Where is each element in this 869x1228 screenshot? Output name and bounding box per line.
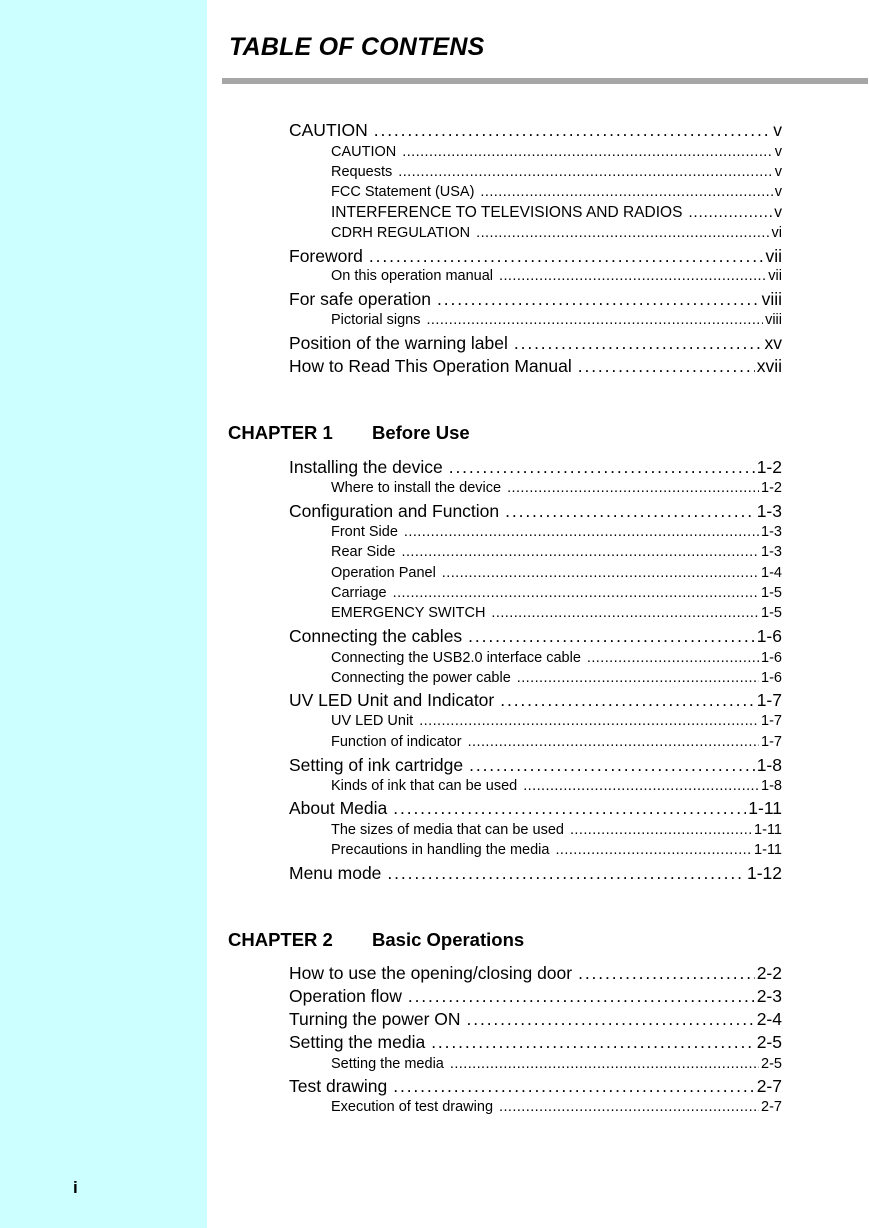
toc-entry-page: v xyxy=(774,144,782,160)
toc-leader xyxy=(499,1099,759,1115)
toc-entry-page: v xyxy=(774,184,782,200)
toc-entry-label: Connecting the power cable xyxy=(331,670,511,686)
toc-subentry[interactable] xyxy=(331,225,782,243)
toc-entry-page: 1-7 xyxy=(761,734,782,750)
toc-entry-label: Configuration and Function xyxy=(289,501,500,521)
toc-subentry[interactable] xyxy=(331,778,782,796)
toc-entry-label: Precautions in handling the media xyxy=(331,842,550,858)
page-number: i xyxy=(73,1178,78,1197)
toc-leader xyxy=(514,333,763,354)
toc-entry-label: Setting the media xyxy=(289,1032,426,1052)
toc-entry[interactable] xyxy=(289,246,782,267)
toc-leader xyxy=(449,457,755,478)
chapter-number: CHAPTER 2 xyxy=(228,929,333,950)
toc-entry[interactable] xyxy=(289,1009,782,1030)
toc-entry-page: 1-4 xyxy=(761,565,782,581)
toc-entry-page: 1-11 xyxy=(754,822,782,838)
chapter-heading xyxy=(228,422,470,444)
toc-entry[interactable] xyxy=(289,798,782,819)
toc-entry[interactable] xyxy=(289,457,782,478)
toc-entry-label: Pictorial signs xyxy=(331,312,421,328)
toc-subentry[interactable] xyxy=(331,650,782,668)
toc-entry-page: vii xyxy=(768,268,782,284)
toc-entry-label: Setting the media xyxy=(331,1056,444,1072)
toc-subentry[interactable] xyxy=(331,312,782,330)
toc-entry-label: CAUTION xyxy=(331,144,397,160)
toc-entry-label: Front Side xyxy=(331,524,398,540)
toc-entry-label: Requests xyxy=(331,164,393,180)
toc-entry-page: 1-3 xyxy=(761,544,782,560)
toc-leader xyxy=(401,544,759,560)
toc-entry-page: 1-3 xyxy=(761,524,782,540)
toc-subentry[interactable] xyxy=(331,565,782,583)
toc-entry-page: xv xyxy=(764,333,782,353)
toc-leader xyxy=(570,822,752,838)
toc-entry[interactable] xyxy=(289,963,782,984)
toc-entry-label: About Media xyxy=(289,798,388,818)
toc-entry-label: INTERFERENCE TO TELEVISIONS AND RADIOS xyxy=(331,204,683,221)
toc-entry-label: EMERGENCY SWITCH xyxy=(331,605,486,621)
toc-entry-label: Kinds of ink that can be used xyxy=(331,778,518,794)
toc-entry-page: 1-3 xyxy=(756,501,782,521)
toc-entry-label: Operation flow xyxy=(289,986,402,1006)
toc-entry-page: v xyxy=(774,204,782,221)
toc-subentry[interactable] xyxy=(331,1056,782,1074)
toc-entry-label: UV LED Unit and Indicator xyxy=(289,690,495,710)
toc-entry-label: How to Read This Operation Manual xyxy=(289,356,572,376)
toc-leader xyxy=(419,713,759,729)
toc-entry-page: 2-3 xyxy=(756,986,782,1006)
toc-entry-page: viii xyxy=(761,289,782,309)
toc-subentry[interactable] xyxy=(331,544,782,562)
toc-entry[interactable] xyxy=(289,1032,782,1053)
toc-leader xyxy=(431,1032,755,1053)
toc-entry[interactable] xyxy=(289,690,782,711)
chapter-heading xyxy=(228,929,524,951)
toc-entry-label: Carriage xyxy=(331,585,387,601)
toc-entry-page: 1-6 xyxy=(761,650,782,666)
toc-entry-label: Operation Panel xyxy=(331,565,436,581)
toc-leader xyxy=(507,480,759,496)
toc-entry[interactable] xyxy=(289,356,782,377)
toc-subentry[interactable] xyxy=(331,184,782,202)
toc-entry-page: 2-7 xyxy=(761,1099,782,1115)
toc-entry[interactable] xyxy=(289,863,782,884)
toc-leader xyxy=(374,120,772,141)
toc-leader xyxy=(467,1009,755,1030)
toc-subentry[interactable] xyxy=(331,480,782,498)
toc-entry[interactable] xyxy=(289,333,782,354)
toc-entry-label: Setting of ink cartridge xyxy=(289,755,464,775)
chapter-title: Basic Operations xyxy=(372,929,525,950)
toc-entry-page: xvii xyxy=(756,356,782,376)
toc-leader xyxy=(408,986,755,1007)
toc-entry-page: vii xyxy=(765,246,782,266)
toc-entry-page: 2-7 xyxy=(756,1076,782,1096)
toc-leader xyxy=(426,312,763,328)
toc-entry-label: Rear Side xyxy=(331,544,396,560)
toc-subentry[interactable] xyxy=(331,144,782,162)
toc-leader xyxy=(555,842,752,858)
toc-entry-label: The sizes of media that can be used xyxy=(331,822,564,838)
toc-entry[interactable] xyxy=(289,501,782,522)
toc-leader xyxy=(437,289,760,310)
toc-leader xyxy=(450,1056,759,1072)
toc-entry-label: Where to install the device xyxy=(331,480,502,496)
toc-entry-page: 1-8 xyxy=(761,778,782,794)
toc-entry[interactable] xyxy=(289,289,782,310)
toc-entry-page: 1-5 xyxy=(761,585,782,601)
chapter-number: CHAPTER 1 xyxy=(228,422,333,443)
title-divider xyxy=(222,78,868,84)
toc-entry-label: CAUTION xyxy=(289,120,368,140)
toc-entry[interactable] xyxy=(289,120,782,141)
toc-leader xyxy=(442,565,759,581)
toc-entry-page: 2-4 xyxy=(756,1009,782,1029)
toc-entry-page: 2-5 xyxy=(761,1056,782,1072)
toc-entry-page: 2-5 xyxy=(756,1032,782,1052)
toc-entry-label: Installing the device xyxy=(289,457,443,477)
toc-subentry[interactable] xyxy=(331,713,782,731)
toc-entry-page: vi xyxy=(771,225,782,241)
toc-leader xyxy=(398,164,772,180)
toc-leader xyxy=(469,755,755,776)
toc-subentry[interactable] xyxy=(331,524,782,542)
toc-leader xyxy=(402,144,773,160)
toc-leader xyxy=(500,690,754,711)
toc-entry-label: Test drawing xyxy=(289,1076,388,1096)
toc-subentry[interactable] xyxy=(331,585,782,603)
toc-subentry[interactable] xyxy=(331,164,782,182)
toc-leader xyxy=(517,670,759,686)
toc-entry-page: 1-2 xyxy=(756,457,782,477)
toc-subentry[interactable] xyxy=(331,734,782,752)
toc-entry-page: 1-7 xyxy=(756,690,782,710)
toc-entry-page: 1-5 xyxy=(761,605,782,621)
toc-entry-page: 1-12 xyxy=(746,863,782,883)
toc-subentry[interactable] xyxy=(331,822,782,840)
toc-leader xyxy=(387,863,745,884)
toc-subentry[interactable] xyxy=(331,268,782,286)
chapter-title: Before Use xyxy=(372,422,470,443)
toc-leader xyxy=(369,246,764,267)
toc-entry-page: 1-6 xyxy=(756,626,782,646)
toc-entry-label: How to use the opening/closing door xyxy=(289,963,573,983)
toc-leader xyxy=(499,268,766,284)
toc-leader xyxy=(476,225,769,241)
toc-leader xyxy=(393,1076,754,1097)
toc-entry-page: 1-2 xyxy=(761,480,782,496)
toc-subentry[interactable] xyxy=(331,605,782,623)
toc-entry-page: viii xyxy=(765,312,782,328)
toc-entry-page: 1-11 xyxy=(748,798,782,818)
toc-entry-label: Turning the power ON xyxy=(289,1009,461,1029)
toc-entry-label: Foreword xyxy=(289,246,363,266)
toc-entry-label: Menu mode xyxy=(289,863,382,883)
toc-entry-page: v xyxy=(773,120,782,140)
toc-leader xyxy=(393,585,759,601)
toc-subentry[interactable] xyxy=(331,842,782,860)
toc-entry-page: v xyxy=(774,164,782,180)
toc-leader xyxy=(578,963,755,984)
toc-entry[interactable] xyxy=(289,1076,782,1097)
toc-entry-label: Position of the warning label xyxy=(289,333,508,353)
toc-leader xyxy=(480,184,772,200)
toc-leader xyxy=(404,524,759,540)
toc-leader xyxy=(468,734,759,750)
toc-entry-page: 1-8 xyxy=(756,755,782,775)
sidebar-band xyxy=(0,0,207,1228)
toc-entry-label: Connecting the cables xyxy=(289,626,463,646)
toc-leader xyxy=(578,356,755,377)
toc-entry[interactable] xyxy=(289,986,782,1007)
toc-entry[interactable] xyxy=(289,626,782,647)
toc-entry-page: 1-7 xyxy=(761,713,782,729)
toc-entry-label: For safe operation xyxy=(289,289,432,309)
toc-entry-label: Function of indicator xyxy=(331,734,462,750)
toc-leader xyxy=(523,778,759,794)
toc-entry-page: 1-11 xyxy=(754,842,782,858)
toc-leader xyxy=(505,501,755,522)
toc-entry[interactable] xyxy=(289,755,782,776)
toc-subentry[interactable] xyxy=(331,204,782,222)
toc-entry-label: CDRH REGULATION xyxy=(331,225,471,241)
toc-subentry[interactable] xyxy=(331,1099,782,1117)
toc-entry-label: UV LED Unit xyxy=(331,713,414,729)
toc-entry-label: Execution of test drawing xyxy=(331,1099,494,1115)
toc-entry-label: On this operation manual xyxy=(331,268,494,284)
page-title: TABLE OF CONTENS xyxy=(229,33,485,61)
toc-leader xyxy=(393,798,746,819)
toc-leader xyxy=(688,204,772,222)
toc-leader xyxy=(587,650,759,666)
toc-entry-page: 1-6 xyxy=(761,670,782,686)
toc-entry-label: FCC Statement (USA) xyxy=(331,184,475,200)
toc-entry-page: 2-2 xyxy=(756,963,782,983)
toc-entry-label: Connecting the USB2.0 interface cable xyxy=(331,650,581,666)
toc-subentry[interactable] xyxy=(331,670,782,688)
toc-leader xyxy=(468,626,755,647)
toc-leader xyxy=(491,605,759,621)
